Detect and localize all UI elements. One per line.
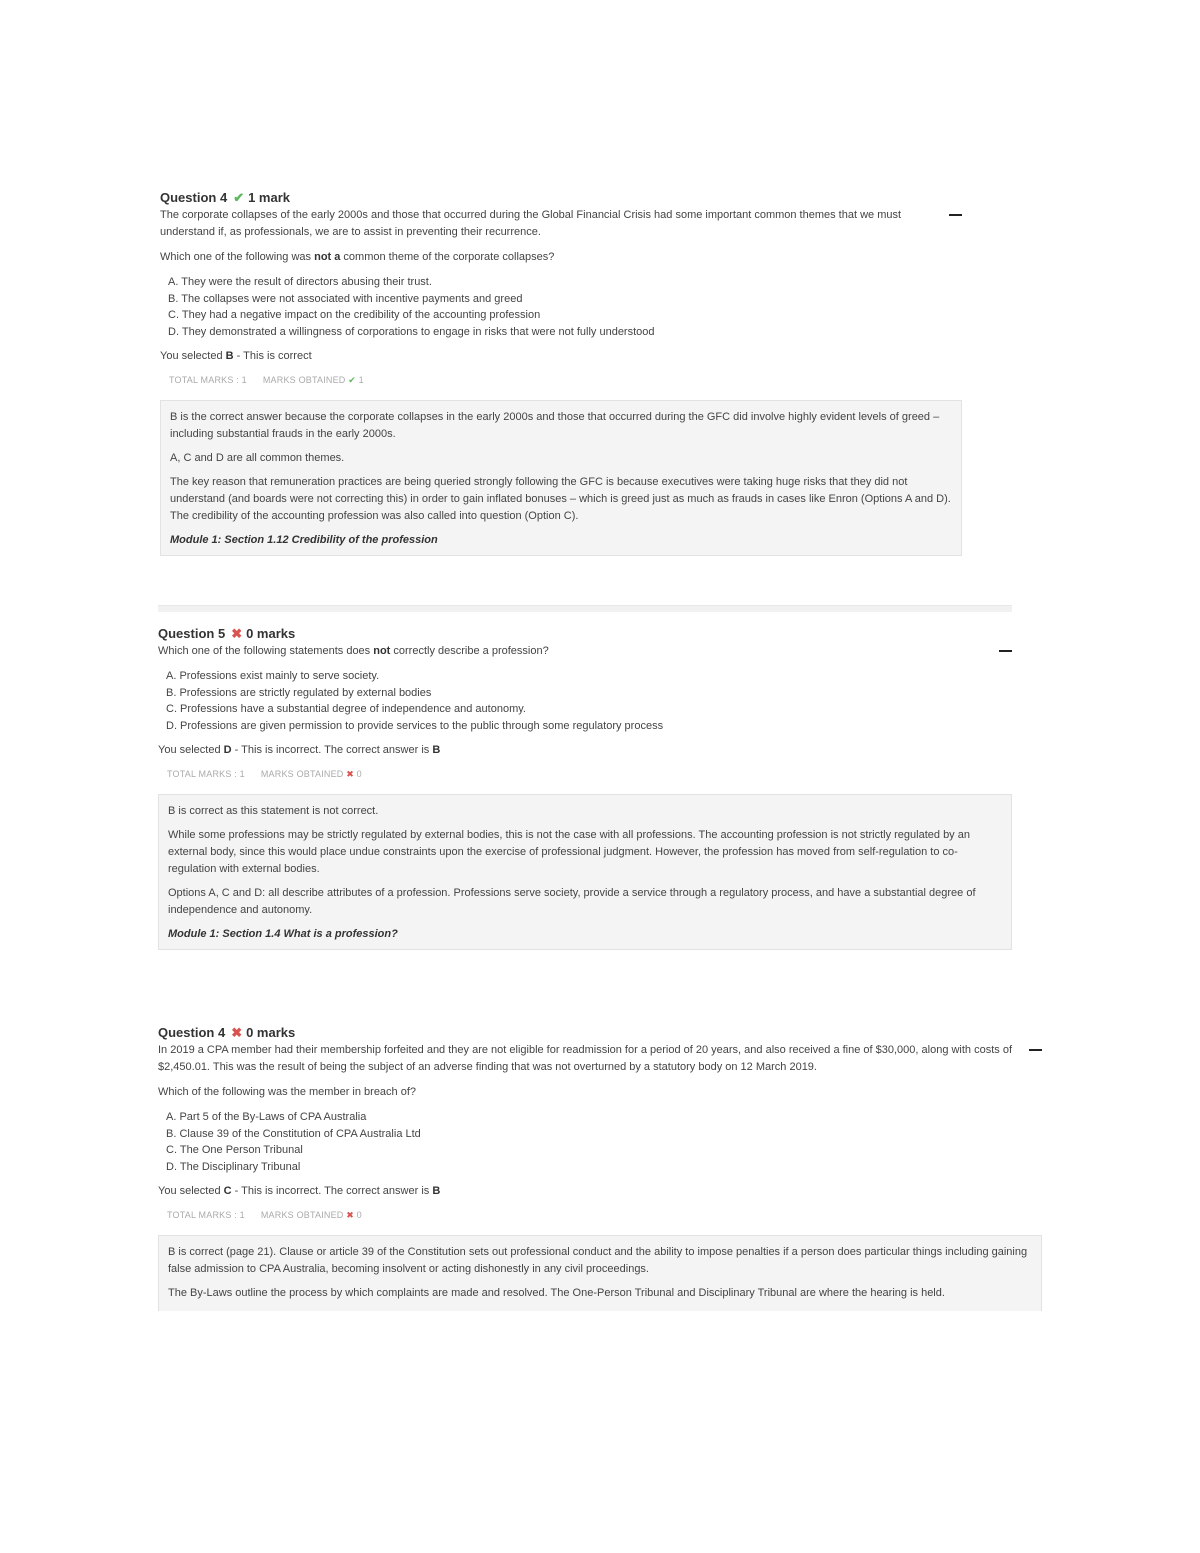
cross-icon: ✖ — [346, 1210, 354, 1220]
feedback-paragraph: The key reason that remuneration practices are being queried strongly following the GFC is because executives were taking huge risks that they did not understand (and boards were not correcting this) in order to gain inflated bonuses – which is greed just as much as frauds in cases like Enron (Options A and D). The credibility of the accounting profession was also called into question (Option C). — [170, 476, 951, 522]
option-a: A. They were the result of directors abusing their trust. — [168, 276, 432, 288]
option-d: D. Professions are given permission to provide services to the public through some regulatory process — [166, 719, 664, 732]
question-title: Question 5 — [158, 626, 226, 641]
collapse-icon[interactable] — [999, 650, 1012, 652]
question-stem: The corporate collapses of the early 2000s and those that occurred during the Global Financial Crisis had some important common themes that we must understand if, as professionals, we are to assist in preventing their recurrence. — [160, 209, 902, 238]
option-b: B. The collapses were not associated with incentive payments and greed — [168, 292, 523, 305]
question-marks: 0 marks — [246, 626, 296, 641]
selected-answer: You selected D - This is incorrect. The correct answer is B — [158, 744, 441, 756]
module-reference: Module 1: Section 1.4 What is a profession? — [168, 928, 398, 940]
question-block — [160, 189, 962, 556]
feedback-paragraph: B is correct (page 21). Clause or article 39 of the Constitution sets out professional conduct and the ability to impose penalties if a person does particular things including gaining false admission to CPA Australia, becoming insolvent or acting dishonestly in any civil proceedings. — [168, 1246, 1028, 1275]
feedback-paragraph: B is the correct answer because the corporate collapses in the early 2000s and those that occurred during the GFC did involve highly evident levels of greed – including substantial frauds in the early 2000s. — [170, 411, 940, 440]
question-heading — [158, 625, 1012, 643]
marks-summary — [167, 769, 1012, 780]
option-b: B. Clause 39 of the Constitution of CPA Australia Ltd — [166, 1127, 421, 1140]
total-marks: TOTAL MARKS : 1 — [169, 375, 247, 385]
option-a: A. Part 5 of the By-Laws of CPA Australia — [166, 1111, 367, 1123]
total-marks: TOTAL MARKS : 1 — [167, 769, 245, 779]
option-d: D. They demonstrated a willingness of corporations to engage in risks that were not fully understood — [168, 325, 655, 338]
cross-icon: ✖ — [231, 1025, 243, 1040]
question-marks: 1 mark — [248, 190, 291, 205]
feedback-paragraph: Options A, C and D: all describe attributes of a profession. Professions serve society, provide a service through a regulatory process, and have a substantial degree of independence and autonomy. — [168, 887, 976, 916]
section-divider — [158, 605, 1012, 612]
question-stem: Which one of the following statements does not correctly describe a profession? — [158, 645, 549, 657]
cross-icon: ✖ — [231, 626, 243, 641]
total-marks: TOTAL MARKS : 1 — [167, 1210, 245, 1220]
selected-answer: You selected B - This is correct — [160, 350, 312, 362]
question-prompt: Which of the following was the member in breach of? — [158, 1086, 417, 1098]
marks-obtained-label: MARKS OBTAINED — [262, 375, 346, 385]
question-block — [158, 625, 1012, 950]
feedback-panel — [160, 400, 962, 556]
collapse-icon[interactable] — [1029, 1049, 1042, 1051]
option-a: A. Professions exist mainly to serve society. — [166, 670, 380, 682]
marks-obtained-value: 1 — [358, 375, 364, 385]
question-prompt: Which one of the following was not a common theme of the corporate collapses? — [160, 251, 555, 263]
cross-icon: ✖ — [346, 769, 354, 779]
marks-obtained-value: 0 — [356, 769, 362, 779]
feedback-paragraph: The By-Laws outline the process by which complaints are made and resolved. The One-Person Tribunal and Disciplinary Tribunal are where the hearing is held. — [168, 1287, 945, 1299]
feedback-paragraph: While some professions may be strictly regulated by external bodies, this is not the case with all professions. The accounting profession is not strictly regulated by an external body, since this would place undue constraints upon the exercise of professional judgment. However, the profession has moved from self-regulation to co-regulation with external bodies. — [168, 829, 970, 875]
options-list — [166, 668, 1012, 734]
selected-answer: You selected C - This is incorrect. The correct answer is B — [158, 1185, 441, 1197]
option-c: C. They had a negative impact on the credibility of the accounting profession — [168, 309, 541, 321]
question-marks: 0 marks — [246, 1025, 296, 1040]
collapse-icon[interactable] — [949, 214, 962, 216]
question-block — [158, 1024, 1042, 1311]
options-list — [166, 1109, 1042, 1175]
feedback-paragraph: A, C and D are all common themes. — [170, 452, 345, 464]
check-icon: ✔ — [348, 375, 356, 385]
question-title: Question 4 — [158, 1025, 226, 1040]
module-reference: Module 1: Section 1.12 Credibility of the profession — [170, 534, 438, 546]
option-c: C. The One Person Tribunal — [166, 1144, 303, 1156]
marks-obtained-label: MARKS OBTAINED — [260, 769, 344, 779]
check-icon: ✔ — [233, 190, 245, 205]
option-d: D. The Disciplinary Tribunal — [166, 1160, 301, 1173]
marks-obtained-label: MARKS OBTAINED — [260, 1210, 344, 1220]
feedback-panel — [158, 794, 1012, 950]
option-c: C. Professions have a substantial degree of independence and autonomy. — [166, 703, 526, 715]
feedback-paragraph: B is correct as this statement is not correct. — [168, 805, 379, 817]
feedback-panel — [158, 1235, 1042, 1311]
option-b: B. Professions are strictly regulated by external bodies — [166, 686, 432, 699]
question-heading — [158, 1024, 1042, 1042]
options-list — [168, 274, 962, 340]
marks-summary — [167, 1210, 1042, 1221]
question-title: Question 4 — [160, 190, 228, 205]
question-stem: In 2019 a CPA member had their membership forfeited and they are not eligible for readmission for a period of 20 years, and also received a fine of $30,000, along with costs of $2,450.01. This was the result of being the subject of an adverse finding that was not overturned by a statutory body on 12 March 2019. — [158, 1044, 1013, 1073]
marks-summary — [169, 375, 962, 386]
question-heading — [160, 189, 962, 207]
marks-obtained-value: 0 — [356, 1210, 362, 1220]
